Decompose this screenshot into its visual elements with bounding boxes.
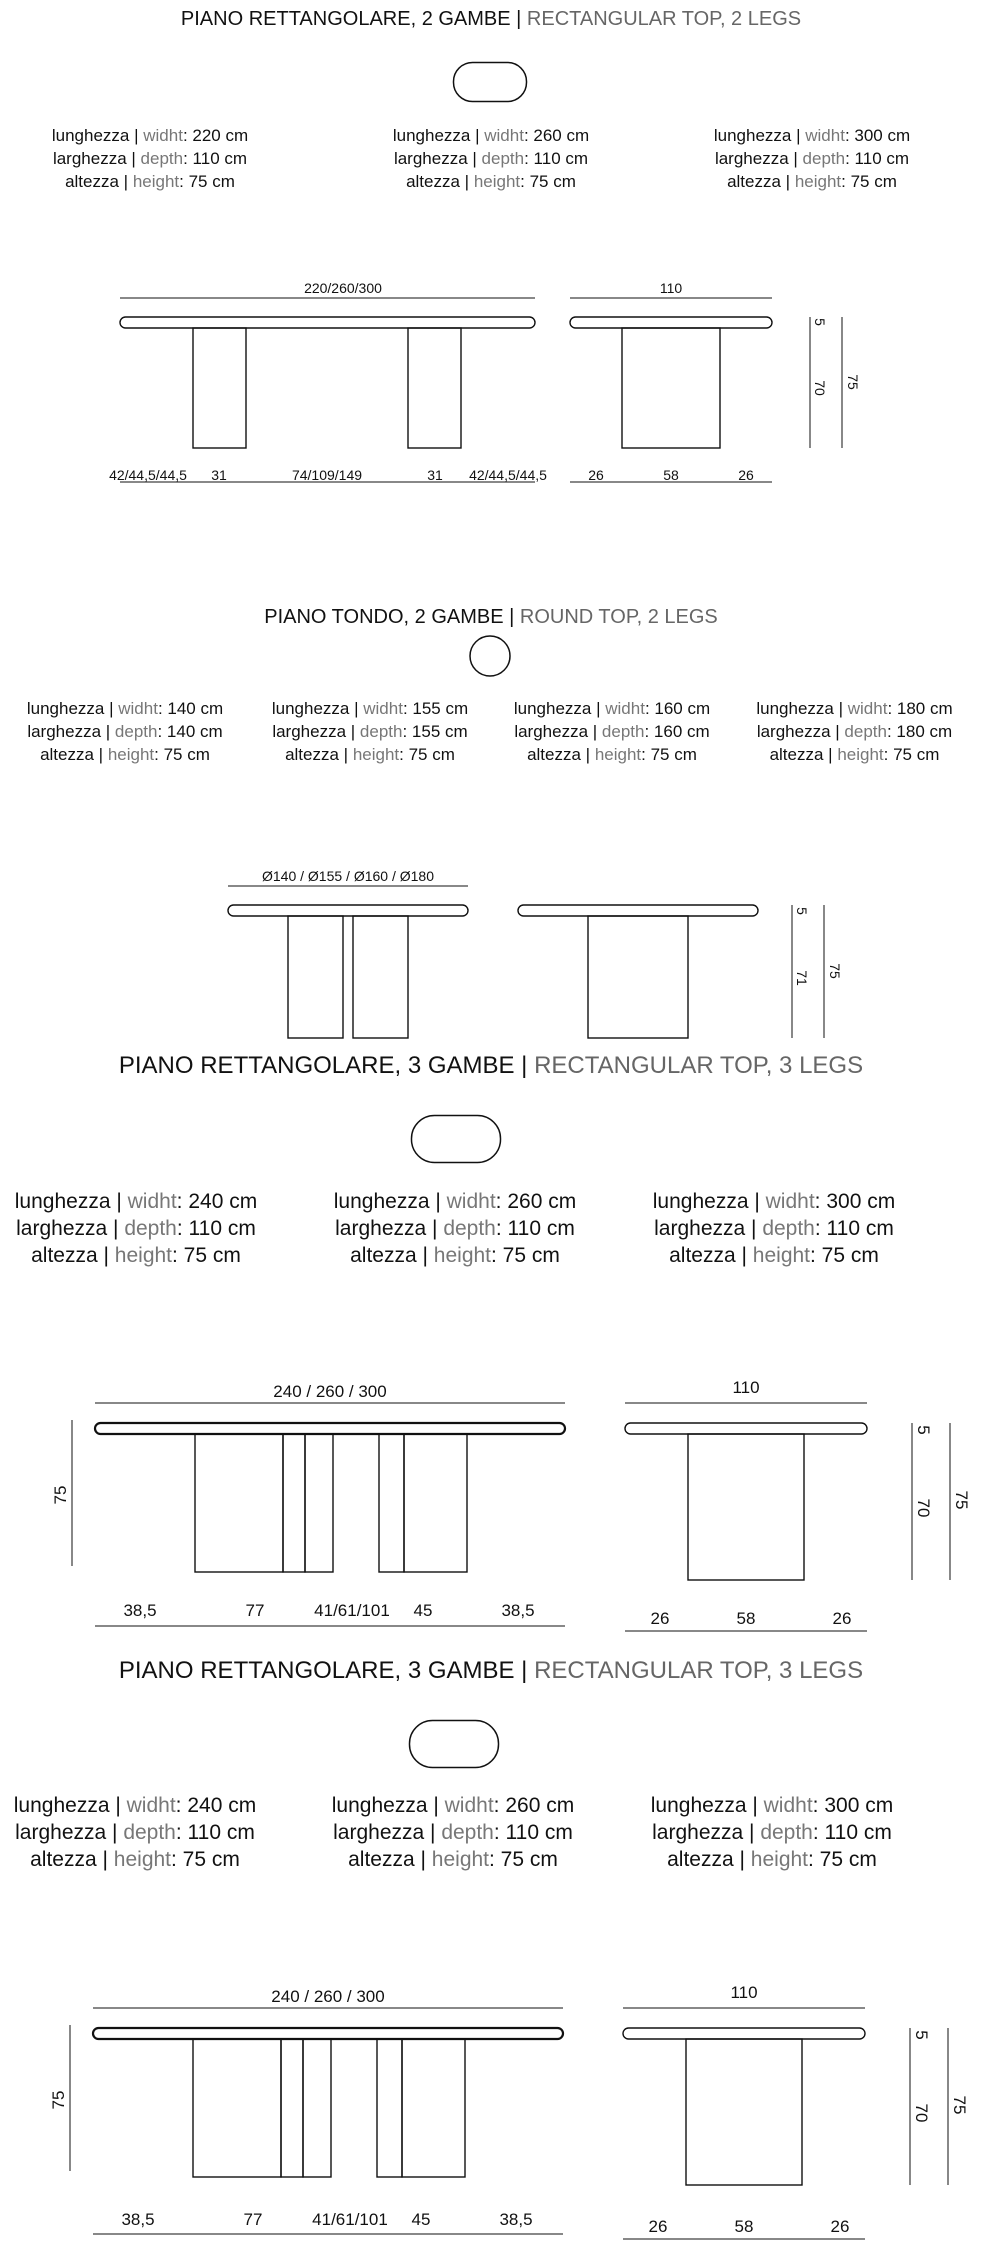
front-leg-4	[377, 2039, 402, 2177]
label-text: lunghezza	[652, 1190, 749, 1213]
label-text: depth	[114, 722, 158, 741]
spec-block	[40, 124, 260, 193]
section-1-top-plan-icon	[452, 61, 528, 103]
label-text: altezza	[350, 1244, 417, 1267]
section-2-technical-drawing	[0, 855, 982, 1045]
label-text: : 155 cm	[402, 722, 468, 741]
label-text: widht	[765, 1190, 815, 1213]
label-text: widht	[143, 126, 183, 145]
dim-bottom: 77	[243, 2210, 263, 2229]
spec-block	[245, 697, 495, 766]
section-4-top-plan-icon	[408, 1719, 500, 1769]
dim-total-height: 75	[827, 963, 843, 979]
spec-block	[319, 1188, 591, 1269]
label-text: depth	[140, 149, 184, 168]
label-text: |	[416, 1244, 434, 1267]
label-text: |	[467, 149, 482, 168]
label-text: altezza	[31, 1244, 98, 1267]
label-text: : 75 cm	[171, 1848, 240, 1871]
front-leg-3	[303, 2039, 331, 2177]
label-text: : 155 cm	[402, 699, 469, 718]
label-text: height	[107, 745, 155, 764]
label-text: altezza	[348, 1848, 415, 1871]
dim-bottom: 31	[211, 467, 227, 483]
label-text: widht	[444, 1794, 494, 1817]
label-text: : 75 cm	[810, 1244, 879, 1267]
dim-bottom: 31	[427, 467, 443, 483]
label-text: altezza	[65, 172, 119, 191]
label-text: widht	[847, 699, 888, 718]
label-text: : 160 cm	[644, 699, 711, 718]
label-text: widht	[805, 126, 845, 145]
label-text: larghezza	[52, 149, 127, 168]
label-text: depth	[359, 722, 403, 741]
section-1-technical-drawing	[0, 260, 982, 500]
label-text: depth	[844, 722, 887, 741]
dim-bottom: 74/109/149	[291, 467, 363, 483]
label-text: : 75 cm	[520, 172, 576, 191]
label-text: : 240 cm	[176, 1190, 258, 1213]
section-3-title	[0, 1052, 982, 1080]
label-text: |	[830, 722, 845, 741]
label-text: larghezza	[333, 1821, 425, 1844]
front-leg-5	[402, 2039, 465, 2177]
spec-block	[0, 1792, 270, 1873]
label-text: : 75 cm	[179, 172, 235, 191]
dim-side-depth: 110	[659, 280, 683, 296]
label-text: depth	[441, 1821, 494, 1844]
label-text: altezza	[285, 745, 339, 764]
front-leg-right	[408, 328, 461, 448]
dim-bottom: 38,5	[121, 2210, 155, 2229]
spec-block	[692, 124, 932, 193]
dim-side-bottom: 26	[738, 467, 754, 483]
label-text: larghezza	[272, 722, 347, 741]
label-text: widht	[118, 699, 158, 718]
dim-bottom: 38,5	[123, 1601, 157, 1620]
spec-block	[636, 1792, 908, 1873]
label-text: height	[750, 1848, 809, 1871]
label-text: : 75 cm	[491, 1244, 560, 1267]
label-text: PIANO RETTANGOLARE, 3 GAMBE	[118, 1052, 515, 1079]
spec-block	[0, 697, 250, 766]
dim-side-bottom: 26	[830, 2217, 850, 2236]
dim-side-bottom: 26	[650, 1609, 670, 1628]
label-text: PIANO RETTANGOLARE, 2 GAMBE	[180, 8, 511, 30]
spec-block	[638, 1188, 910, 1269]
section-2-title	[0, 606, 982, 629]
label-text: : 300 cm	[814, 1190, 896, 1213]
front-leg-right	[353, 916, 408, 1038]
label-text: larghezza	[756, 722, 831, 741]
label-text: PIANO RETTANGOLARE, 3 GAMBE	[118, 1657, 515, 1684]
front-tabletop	[120, 317, 535, 328]
front-tabletop	[95, 1423, 565, 1434]
front-leg-1	[193, 2039, 281, 2177]
label-text: |	[780, 172, 795, 191]
label-text: : 75 cm	[154, 745, 210, 764]
label-text: |	[514, 1052, 535, 1079]
label-text: lunghezza	[331, 1794, 428, 1817]
label-text: |	[426, 1217, 444, 1240]
label-text: larghezza	[652, 1821, 744, 1844]
side-tabletop	[625, 1423, 867, 1434]
label-text: |	[424, 1821, 442, 1844]
front-leg-4	[379, 1434, 404, 1572]
dim-bottom: 38,5	[499, 2210, 533, 2229]
label-text: widht	[127, 1190, 177, 1213]
label-text: |	[349, 699, 364, 718]
dim-side-bottom: 58	[734, 2217, 754, 2236]
label-text: height	[352, 745, 400, 764]
label-text: widht	[605, 699, 645, 718]
front-tabletop	[93, 2028, 563, 2039]
label-text: larghezza	[514, 722, 589, 741]
label-text: altezza	[769, 745, 824, 764]
front-leg-2	[281, 2039, 303, 2177]
spec-block	[317, 1792, 589, 1873]
dim-side-bottom: 58	[736, 1609, 756, 1628]
label-text: altezza	[406, 172, 460, 191]
label-text: |	[833, 699, 848, 718]
label-text: |	[580, 745, 595, 764]
label-text: height	[794, 172, 842, 191]
dim-leg-height: 71	[794, 970, 810, 986]
dim-bottom: 41/61/101	[312, 2210, 388, 2229]
dim-bottom: 45	[411, 2210, 431, 2229]
section-4-title	[0, 1657, 982, 1685]
label-text: height	[433, 1244, 492, 1267]
label-text: height	[473, 172, 521, 191]
label-text: : 75 cm	[172, 1244, 241, 1267]
label-text: : 260 cm	[495, 1190, 577, 1213]
label-text: depth	[802, 149, 846, 168]
label-text: altezza	[30, 1848, 97, 1871]
label-text: |	[591, 699, 606, 718]
label-text: |	[745, 1217, 763, 1240]
label-text: altezza	[667, 1848, 734, 1871]
label-text: depth	[443, 1217, 496, 1240]
dim-total-height: 75	[845, 374, 861, 390]
label-text: lunghezza	[333, 1190, 430, 1213]
label-text: larghezza	[27, 722, 102, 741]
label-text: : 110 cm	[176, 1217, 256, 1240]
label-text: : 110 cm	[495, 1217, 575, 1240]
label-text: |	[588, 722, 602, 741]
dim-bottom: 42/44,5/44,5	[109, 467, 187, 483]
label-text: |	[346, 722, 360, 741]
side-leg	[686, 2039, 802, 2185]
label-text: : 110 cm	[812, 1821, 892, 1844]
side-leg	[622, 328, 720, 448]
dim-top-thickness: 5	[794, 907, 810, 915]
dim-total-height: 75	[950, 2095, 969, 2115]
label-text: lunghezza	[26, 699, 105, 718]
label-text: |	[746, 1794, 764, 1817]
label-text: : 75 cm	[641, 745, 697, 764]
label-text: widht	[446, 1190, 496, 1213]
label-text: height	[837, 745, 884, 764]
label-text: |	[104, 699, 119, 718]
front-leg-3	[305, 1434, 333, 1572]
label-text: depth	[601, 722, 645, 741]
label-text: depth	[481, 149, 525, 168]
label-text: |	[510, 8, 527, 30]
label-text: depth	[123, 1821, 176, 1844]
label-text: : 75 cm	[808, 1848, 877, 1871]
spec-block	[487, 697, 737, 766]
dim-total-height: 75	[952, 1490, 971, 1510]
side-leg	[688, 1434, 804, 1580]
label-text: lunghezza	[650, 1794, 747, 1817]
label-text: |	[427, 1794, 445, 1817]
dim-bottom: 77	[245, 1601, 265, 1620]
dim-side-bottom: 26	[648, 2217, 668, 2236]
label-text: height	[114, 1244, 173, 1267]
label-text: depth	[760, 1821, 813, 1844]
label-text: RECTANGULAR TOP, 3 LEGS	[534, 1657, 864, 1684]
label-text: |	[129, 126, 144, 145]
label-text: larghezza	[335, 1217, 427, 1240]
label-text: |	[107, 1217, 125, 1240]
dim-diameter: Ø140 / Ø155 / Ø160 / Ø180	[262, 868, 434, 884]
section-1-title	[0, 8, 982, 31]
dim-side-bottom: 26	[588, 467, 604, 483]
section-3-top-plan-icon	[410, 1114, 502, 1164]
label-text: |	[735, 1244, 753, 1267]
dim-leg-height: 70	[912, 2103, 931, 2123]
dim-bottom: 45	[413, 1601, 433, 1620]
label-text: |	[791, 126, 806, 145]
label-text: : 75 cm	[883, 745, 940, 764]
section-4-technical-drawing	[0, 1965, 982, 2255]
label-text: : 110 cm	[183, 149, 248, 168]
label-text: : 180 cm	[886, 722, 953, 741]
label-text: |	[338, 745, 353, 764]
front-leg-5	[404, 1434, 467, 1572]
label-text: |	[743, 1821, 761, 1844]
label-text: altezza	[527, 745, 581, 764]
label-text: larghezza	[654, 1217, 746, 1240]
label-text: RECTANGULAR TOP, 2 LEGS	[526, 8, 802, 30]
label-text: |	[514, 1657, 535, 1684]
front-leg-left	[288, 916, 343, 1038]
label-text: |	[748, 1190, 766, 1213]
label-text: : 260 cm	[523, 126, 590, 145]
dim-top-length: 220/260/300	[304, 280, 382, 296]
dim-top-thickness: 5	[812, 318, 828, 326]
label-text: lunghezza	[392, 126, 471, 145]
label-text: widht	[363, 699, 403, 718]
front-leg-2	[283, 1434, 305, 1572]
label-text: lunghezza	[13, 1794, 110, 1817]
section-2-top-plan-icon	[468, 634, 512, 678]
dim-side-depth: 110	[732, 1378, 760, 1397]
label-text: |	[106, 1821, 124, 1844]
label-text: |	[459, 172, 474, 191]
label-text: |	[101, 722, 115, 741]
dim-front-height: 75	[51, 1485, 70, 1505]
dim-leg-height: 70	[914, 1498, 933, 1518]
label-text: |	[788, 149, 803, 168]
label-text: height	[132, 172, 180, 191]
label-text: : 110 cm	[493, 1821, 573, 1844]
label-text: lunghezza	[14, 1190, 111, 1213]
label-text: larghezza	[15, 1821, 107, 1844]
dim-side-bottom: 58	[663, 467, 679, 483]
label-text: lunghezza	[51, 126, 130, 145]
label-text: larghezza	[393, 149, 468, 168]
dim-bottom: 42/44,5/44,5	[469, 467, 547, 483]
label-text: |	[733, 1848, 751, 1871]
label-text: |	[110, 1190, 128, 1213]
dim-top-thickness: 5	[914, 1425, 933, 1435]
label-text: |	[118, 172, 133, 191]
label-text: widht	[126, 1794, 176, 1817]
dim-leg-height: 70	[812, 380, 828, 396]
label-text: altezza	[727, 172, 781, 191]
label-text: |	[823, 745, 838, 764]
label-text: : 260 cm	[493, 1794, 575, 1817]
label-text: : 110 cm	[524, 149, 589, 168]
dim-bottom: 41/61/101	[314, 1601, 390, 1620]
spec-block	[0, 1188, 272, 1269]
label-text: : 110 cm	[175, 1821, 255, 1844]
side-leg	[588, 916, 688, 1038]
label-text: ROUND TOP, 2 LEGS	[519, 606, 718, 628]
dim-top-length: 240 / 260 / 300	[273, 1382, 387, 1401]
label-text: : 220 cm	[182, 126, 249, 145]
label-text: |	[96, 1848, 114, 1871]
label-text: lunghezza	[271, 699, 350, 718]
label-text: |	[109, 1794, 127, 1817]
label-text: larghezza	[16, 1217, 108, 1240]
label-text: : 75 cm	[489, 1848, 558, 1871]
dim-side-depth: 110	[730, 1983, 758, 2002]
label-text: lunghezza	[713, 126, 792, 145]
front-leg-left	[193, 328, 246, 448]
label-text: |	[503, 606, 520, 628]
label-text: RECTANGULAR TOP, 3 LEGS	[534, 1052, 864, 1079]
label-text: |	[126, 149, 141, 168]
side-tabletop	[570, 317, 772, 328]
label-text: altezza	[669, 1244, 736, 1267]
label-text: : 180 cm	[887, 699, 953, 718]
label-text: : 140 cm	[157, 699, 224, 718]
label-text: |	[97, 1244, 115, 1267]
label-text: : 75 cm	[399, 745, 455, 764]
dim-front-height: 75	[49, 2090, 68, 2110]
label-text: : 300 cm	[844, 126, 911, 145]
dim-top-length: 240 / 260 / 300	[271, 1987, 385, 2006]
spec-block	[371, 124, 611, 193]
label-text: : 75 cm	[841, 172, 897, 191]
side-tabletop	[623, 2028, 865, 2039]
front-tabletop	[228, 905, 468, 916]
label-text: : 140 cm	[157, 722, 223, 741]
label-text: height	[113, 1848, 172, 1871]
label-text: height	[431, 1848, 490, 1871]
label-text: lunghezza	[756, 699, 834, 718]
side-tabletop	[518, 905, 758, 916]
dim-top-thickness: 5	[912, 2030, 931, 2040]
label-text: : 240 cm	[175, 1794, 257, 1817]
label-text: widht	[484, 126, 524, 145]
label-text: widht	[763, 1794, 813, 1817]
label-text: |	[470, 126, 485, 145]
label-text: larghezza	[714, 149, 789, 168]
label-text: : 160 cm	[644, 722, 710, 741]
section-3-technical-drawing	[0, 1360, 982, 1640]
dim-side-bottom: 26	[832, 1609, 852, 1628]
dim-bottom: 38,5	[501, 1601, 535, 1620]
label-text: |	[93, 745, 108, 764]
front-leg-1	[195, 1434, 283, 1572]
label-text: |	[414, 1848, 432, 1871]
spec-block	[727, 697, 982, 766]
label-text: height	[752, 1244, 811, 1267]
label-text: : 110 cm	[814, 1217, 894, 1240]
label-text: depth	[762, 1217, 815, 1240]
label-text: PIANO TONDO, 2 GAMBE	[264, 606, 504, 628]
label-text: |	[429, 1190, 447, 1213]
label-text: height	[594, 745, 642, 764]
label-text: : 110 cm	[845, 149, 910, 168]
label-text: depth	[124, 1217, 177, 1240]
label-text: : 300 cm	[812, 1794, 894, 1817]
label-text: lunghezza	[513, 699, 592, 718]
label-text: altezza	[40, 745, 94, 764]
